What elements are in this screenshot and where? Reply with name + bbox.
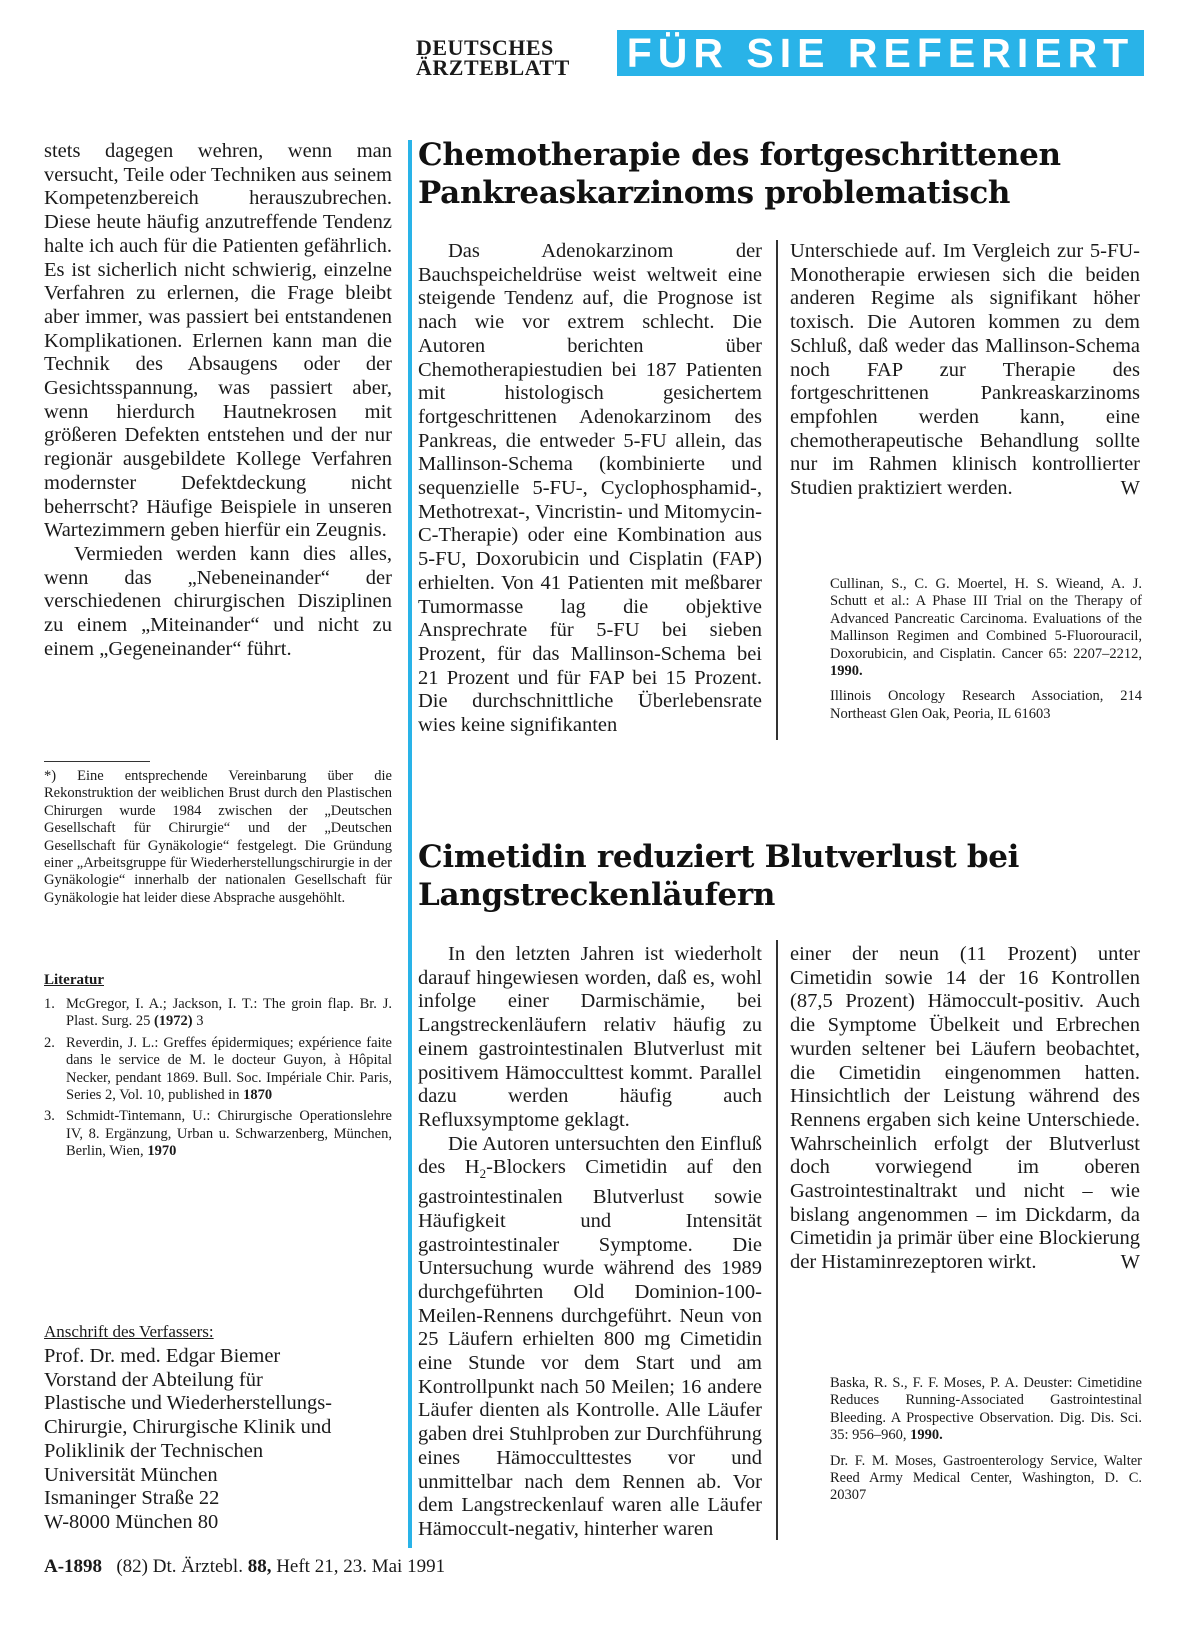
masthead-logo	[416, 35, 616, 80]
article1-paragraph: Das Adenokarzinom der Bauchspeicheldrüse weist weltweit eine steigende Tendenz auf, die Prognose ist nach wie vor extrem schlecht. Die Autoren berichten über Chemotherapiestudien bei 187 Patienten mit histologisch gesichertem fortgeschrittenen Adenokarzinom des Pankreas, die entweder 5-FU allein, das Mallinson-Schema (kombinierte und sequenzielle 5-FU-, Cyclophosphamid-, Methotrexat-, Vincristin- und Mitomycin-C-Therapie) oder eine Kombination aus 5-FU, Doxorubicin und Cisplatin (FAP) erhielten. Von 41 Patienten mit meßbarer Tumormasse lag die objektive Ansprechrate für 5-FU bei sieben Prozent, für das Mallinson-Schema bei 21 Prozent und für FAP bei 15 Prozent. Die durchschnittliche Überlebensrate wies keine signifikanten	[418, 240, 762, 737]
column-rule	[776, 240, 778, 740]
literature-item	[44, 1035, 392, 1105]
address-line: W-8000 München 80	[44, 1510, 219, 1533]
left-column-text	[44, 140, 392, 661]
author-address	[44, 1345, 404, 1535]
address-line: Universität München	[44, 1463, 218, 1486]
literature-text: Schmidt-Tintemann, U.: Chirurgische Operationslehre IV, 8. Ergänzung, Urban u. Schwarzenberg, München, Berlin, Wien, 1970	[66, 1108, 392, 1160]
article2-column2	[790, 943, 1140, 1275]
article1-signature: W	[1120, 477, 1140, 500]
masthead-line2: ÄRZTEBLATT	[416, 55, 570, 80]
article2-paragraph-2: Die Autoren untersuchten den Einfluß des $H_2$-Blockers Cimetidin auf den gastrointestinalen Blutverlust sowie Häufigkeit und Intensität gastrointestinaler Symptome. Die Untersuchung wurde während des 1989 durchgeführten Old Dominion-100-Meilen-Rennens durchgeführt. Neun von 25 Läufern erhielten 800 mg Cimetidin eine Stunde vor dem Start und am Kontrollpunkt nach 50 Meilen; 16 andere Läufer dienten als Kontrolle. Alle Läufer gaben drei Stuhlproben zur Durchführung eines Hämocculttestes vor und unmittelbar nach dem Rennen ab. Vor dem Langstreckenlauf waren alle Läufer Hämoccult-negativ, hinterher waren	[418, 1132, 762, 1540]
literature-text: Reverdin, J. L.: Greffes épidermiques; expérience faite dans le service de M. le docteur Guyon, à Hôpital Necker, pendant 1869. Bull. Soc. Impériale Chir. Paris, Series 2, Vol. 10, published in 1870	[66, 1034, 392, 1104]
page-number: A-1898	[44, 1556, 103, 1577]
masthead-line1: DEUTSCHES	[416, 35, 554, 60]
address-line: Plastische und Wiederherstellungs-	[44, 1392, 333, 1415]
literature-number: 2.	[44, 1034, 55, 1051]
article1-column2	[790, 240, 1140, 501]
literature-item	[44, 996, 392, 1031]
address-line: Poliklinik der Technischen	[44, 1439, 264, 1462]
article1-column1	[418, 240, 762, 738]
footnote: *) Eine entsprechende Vereinbarung über die Rekonstruktion der weiblichen Brust durch den Plastischen Chirurgen wurde 1984 zwischen der „Deutschen Gesellschaft für Chirurgie“ und der „Deutschen Gesellschaft für Gynäkologie“ festgelegt. Die Gründung einer „Arbeitsgruppe für Wiederherstellungschirurgie in der Gynäkologie“ innerhalb der nationalen Gesellschaft für Gynäkologie hat leider diese Absprache ausgehöhlt.	[44, 768, 392, 906]
article2-title: Cimetidin reduziert Blutverlust bei Langstreckenläufern	[418, 839, 1020, 913]
address-line: Vorstand der Abteilung für	[44, 1368, 263, 1391]
footnote-divider	[44, 761, 150, 762]
address-line: Chirurgie, Chirurgische Klinik und	[44, 1416, 332, 1439]
literature-text: McGregor, I. A.; Jackson, I. T.: The groin flap. Br. J. Plast. Surg. 25 (1972) 3	[66, 996, 392, 1030]
column-rule	[776, 940, 778, 1540]
article2-signature: W	[1120, 1251, 1140, 1274]
article1-institution: Illinois Oncology Research Association, 214 Northeast Glen Oak, Peoria, IL 61603	[830, 688, 1142, 722]
article1-reference	[830, 576, 1142, 731]
literature-number: 1.	[44, 996, 55, 1012]
literature-item	[44, 1108, 392, 1160]
column-divider-blue	[408, 140, 412, 1548]
page-footer: A-1898 (82) Dt. Ärztebl. 88, Heft 21, 23. Mai 1991	[44, 1556, 446, 1577]
left-paragraph-1: stets dagegen wehren, wenn man versucht, Teile oder Techniken aus seinem Kompetenzbereich herauszubrechen. Diese heute häufig anzutreffende Tendenz halte ich auch für die Patienten gefährlich. Es ist sicherlich nicht schwierig, einzelne Verfahren zu erlernen, die Frage bleibt aber immer, was passiert bei entstandenen Komplikationen. Erlernen kann man die Technik des Absaugens oder der Gesichtsspannung, was passiert aber, wenn hierdurch Hautnekrosen mit größeren Defekten entstehen und der nur regionär ausgebildete Kollege Verfahren modernster Defektdeckung nicht beherrscht? Häufige Beispiele in unseren Wartezimmern geben hierfür ein Zeugnis.	[44, 140, 392, 542]
literature-number: 3.	[44, 1108, 55, 1125]
article2-reference	[830, 1375, 1142, 1513]
article1-title: Chemotherapie des fortgeschrittenen Pankreaskarzinoms problematisch	[418, 137, 1061, 211]
article2-column1	[418, 943, 762, 1542]
article2-citation: Baska, R. S., F. F. Moses, P. A. Deuster: Cimetidine Reduces Running-Associated Gastrointestinal Bleeding. A Prospective Observation. Dig. Dis. Sci. 35: 956–960, 1990.	[830, 1375, 1142, 1444]
article2-institution: Dr. F. M. Moses, Gastroenterology Service, Walter Reed Army Medical Center, Washington, D. C. 20307	[830, 1452, 1142, 1504]
address-line: Ismaninger Straße 22	[44, 1487, 220, 1510]
address-heading: Anschrift des Verfassers:	[44, 1322, 214, 1341]
article2-paragraph-1: In den letzten Jahren ist wiederholt darauf hingewiesen worden, daß es, wohl infolge einer Darmischämie, bei Langstreckenläufern relativ häufig zu einem gastrointestinalen Blutverlust mit positivem Hämocculttest kommt. Parallel dazu werden häufig auch Refluxsymptome geklagt.	[418, 943, 762, 1131]
article1-citation: Cullinan, S., C. G. Moertel, H. S. Wieand, A. J. Schutt et al.: A Phase III Trial on the Therapy of Advanced Pancreatic Carcinoma. Evaluations of the Mallinson Regimen and Combined 5-Fluorouracil, Doxorubicin, and Cisplatin. Cancer 65: 2207–2212, 1990.	[830, 576, 1142, 680]
left-paragraph-2: Vermieden werden kann dies alles, wenn das „Nebeneinander“ der verschiedenen chirurgischen Disziplinen zu einem „Miteinander“ und nicht zu einem „Gegeneinander“ führt.	[44, 542, 392, 660]
section-banner: FÜR SIE REFERIERT	[617, 30, 1144, 76]
article2-paragraph-cont: einer der neun (11 Prozent) unter Cimetidin sowie 14 der 16 Kontrollen (87,5 Prozent) Hämoccult-positiv. Auch die Symptome Übelkeit und Erbrechen wurden seltener bei Läufern beobachtet, die Cimetidin eingenommen hatten. Hinsichtlich der Leistung während des Rennens ergaben sich keine Unterschiede. Wahrscheinlich erfolgt der Blutverlust doch vorwiegend im oberen Gastrointestinaltrakt und nicht – wie bislang angenommen – im Dickdarm, da Cimetidin ja primär über eine Blockierung der Histaminrezeptoren wirkt. W	[790, 943, 1140, 1274]
address-line: Prof. Dr. med. Edgar Biemer	[44, 1345, 281, 1367]
literature-heading: Literatur	[44, 972, 104, 988]
article1-paragraph-cont: Unterschiede auf. Im Vergleich zur 5-FU-Monotherapie erwiesen sich die beiden anderen Regime als signifikant höher toxisch. Die Autoren kommen zu dem Schluß, daß weder das Mallinson-Schema noch FAP zur Therapie des fortgeschrittenen Pankreaskarzinoms empfohlen werden kann, eine chemotherapeutische Behandlung sollte nur im Rahmen klinisch kontrollierter Studien praktiziert werden. W	[790, 240, 1140, 500]
literature-list	[44, 996, 392, 1165]
